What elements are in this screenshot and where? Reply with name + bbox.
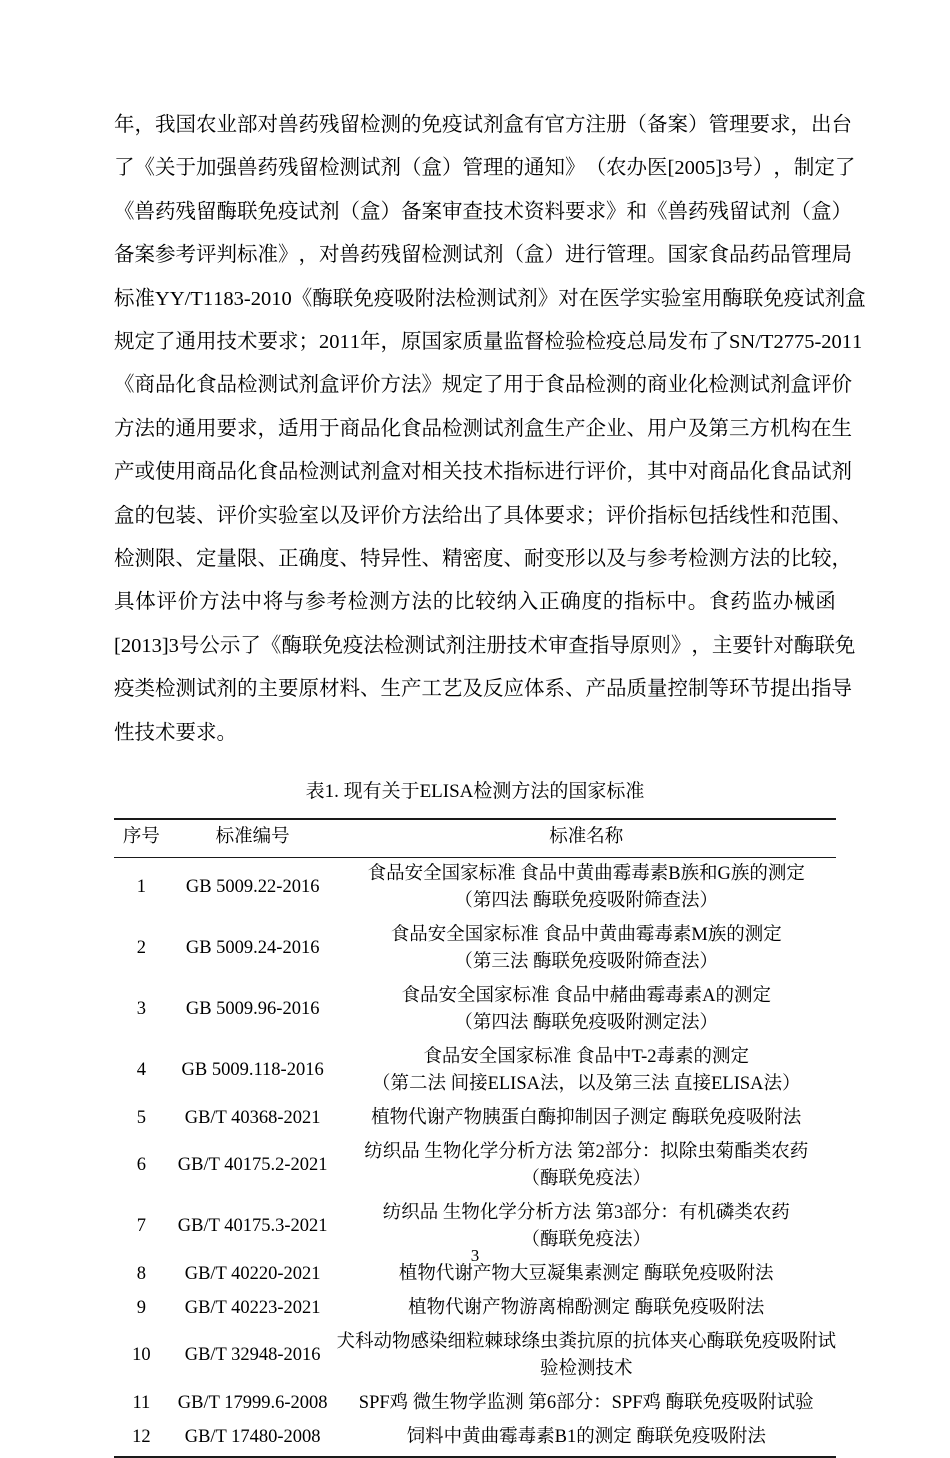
paragraph-line: 年 ， 我 国 农 业 部 对 兽 药 残 留 检 测 的 免 疫 试 剂 盒 有 官 方 注 册 （ 备 案 ） 管 理 要 求 ， 出 台 [114,114,852,136]
cell-index: 8 [136,1263,147,1284]
standard-name-line: 植物代谢产物胰蛋白酶抑制因子测定 酶联免疫吸附法 [371,1108,802,1129]
paragraph-line: 具 体 评 价 方 法 中 将 与 参 考 检 测 方 法 的 比 较 纳 入 正 确 度 的 指 标 中 。 食 药 监 办 械 函 [114,591,836,614]
standard-name-line: （酶联免疫法） [521,1169,651,1190]
cell-standard-code: GB/T 40220-2021 [184,1263,321,1284]
column-header-name: 标准名称 [336,819,836,857]
paragraph-line: 产 或 使 用 商 品 化 食 品 检 测 试 剂 盒 对 相 关 技 术 指 标 进 行 评 价 ， 其 中 对 商 品 化 食 品 试 剂 [114,461,852,484]
cell-index: 6 [136,1155,147,1176]
cell-index: 10 [132,1345,151,1366]
cell-index: 1 [136,877,147,898]
cell-standard-name [336,919,836,980]
table-row [114,1136,836,1197]
cell-standard-name [336,1387,836,1421]
cell-standard-code: GB 5009.96-2016 [185,999,320,1020]
standard-name-line: 食品安全国家标准 食品中赭曲霉毒素A的测定 [401,986,771,1007]
cell-standard-code: GB/T 40175.3-2021 [177,1216,328,1237]
cell-standard-name [336,1041,836,1102]
paragraph-line: 《 兽 药 残 留 酶 联 免 疫 试 剂 （ 盒 ） 备 案 审 查 技 术 资 料 要 求 》 和 《 兽 药 残 留 试 剂 （ 盒 ） [114,200,852,223]
table-header-row [114,819,836,857]
paragraph-line: 规 定 了 通 用 技 术 要 求 ； 2 0 1 1 年 ， 原 国 家 质 量 监 督 检 验 检 疫 总 局 发 布 了 S N / T 2 7 7 5 - 2 0 1 1 [114,331,863,354]
cell-index: 9 [136,1297,147,1318]
paragraph-line: 检 测 限 、 定 量 限 、 正 确 度 、 特 异 性 、 精 密 度 、 耐 变 形 以 及 与 参 考 检 测 方 法 的 比 较 ， [114,548,852,571]
cell-standard-code: GB/T 17480-2008 [169,1421,337,1458]
cell-standard-code: GB/T 40368-2021 [184,1107,321,1128]
paragraph-line: 标 准 Y Y / T 1 1 8 3 - 2 0 1 0 《 酶 联 免 疫 吸 附 法 检 测 试 剂 》 对 在 医 学 实 验 室 用 酶 联 免 疫 试 剂 盒 [114,287,866,310]
standard-name-line: 食品安全国家标准 食品中T-2毒素的测定 [423,1047,750,1068]
standard-name-line: 食品安全国家标准 食品中黄曲霉毒素B族和G族的测定 [367,864,805,885]
table-body [114,857,836,1457]
cell-standard-code: GB 5009.118-2016 [181,1060,324,1081]
cell-standard-code: GB/T 40223-2021 [184,1297,321,1318]
cell-index: 7 [136,1216,147,1237]
cell-standard-code: GB/T 17999.6-2008 [177,1392,328,1413]
column-header-code: 标准编号 [169,819,337,857]
cell-standard-name [336,1136,836,1197]
standard-name-line: 纺织品 生物化学分析方法 第3部分：有机磷类农药 [382,1203,790,1224]
table-header [114,819,836,857]
cell-standard-code: GB/T 40175.2-2021 [177,1155,328,1176]
cell-standard-name [336,1326,836,1387]
paragraph-line: [ 2 0 1 3 ] 3 号 公 示 了 《 酶 联 免 疫 法 检 测 试 剂 注 册 技 术 审 查 指 导 原 则 》 ， 主 要 针 对 酶 联 免 [114,634,856,657]
standard-name-line: 食品安全国家标准 食品中黄曲霉毒素M族的测定 [390,925,782,946]
table-row [114,1041,836,1102]
standards-table [114,818,836,1458]
page-content [114,0,866,1458]
paragraph-line: 方 法 的 通 用 要 求 ， 适 用 于 商 品 化 食 品 检 测 试 剂 盒 生 产 企 业 、 用 户 及 第 三 方 机 构 在 生 [114,417,852,440]
cell-index: 2 [136,938,147,959]
cell-standard-name [336,980,836,1041]
cell-index: 3 [136,999,147,1020]
table-row [114,1292,836,1326]
standard-name-line: SPF鸡 微生物学监测 第6部分：SPF鸡 酶联免疫吸附试验 [358,1393,814,1414]
paragraph-line: 了 《 关 于 加 强 兽 药 残 留 检 测 试 剂 （ 盒 ） 管 理 的 通 知 》 （ 农 办 医 [ 2 0 0 5 ] 3 号 ） ， 制 定 了 [114,157,856,180]
cell-standard-name [336,857,836,919]
paragraph-line: 《 商 品 化 食 品 检 测 试 剂 盒 评 价 方 法 》 规 定 了 用 于 食 品 检 测 的 商 业 化 检 测 试 剂 盒 评 价 [114,374,852,397]
table-caption: 表1. 现有关于ELISA检测方法的国家标准 [305,781,645,803]
cell-index: 11 [132,1392,151,1413]
standard-name-line: （第四法 酶联免疫吸附筛查法） [454,891,719,912]
cell-index: 5 [136,1107,147,1128]
paragraph-line: 疫 类 检 测 试 剂 的 主 要 原 材 料 、 生 产 工 艺 及 反 应 体 系 、 产 品 质 量 控 制 等 环 节 提 出 指 导 [114,678,852,701]
column-header-no: 序号 [114,819,169,857]
cell-standard-code: GB/T 32948-2016 [184,1345,321,1366]
page-number: 3 [470,1246,480,1265]
table-row [114,980,836,1041]
cell-standard-name [336,1292,836,1326]
standard-name-line: 犬科动物感染细粒棘球绦虫粪抗原的抗体夹心酶联免疫吸附试 [336,1332,836,1353]
standard-name-line: （第三法 酶联免疫吸附筛查法） [454,952,719,973]
standard-name-line: 植物代谢产物游离棉酚测定 酶联免疫吸附法 [408,1298,765,1319]
table-row [114,1387,836,1421]
cell-index: 4 [136,1060,147,1081]
table-row [114,857,836,919]
standard-name-line: （酶联免疫法） [521,1230,651,1251]
paragraph-line: 性技术要求。 [114,721,237,744]
cell-standard-name [336,1421,836,1458]
cell-standard-code: GB 5009.22-2016 [185,877,320,898]
standard-name-line: 验检测技术 [539,1359,633,1380]
table-row [114,1421,836,1458]
paragraph-line: 盒 的 包 装 、 评 价 实 验 室 以 及 评 价 方 法 给 出 了 具 体 要 求 ； 评 价 指 标 包 括 线 性 和 范 围 、 [114,504,852,527]
table-row [114,1102,836,1136]
paragraph-line: 备 案 参 考 评 判 标 准 》 ， 对 兽 药 残 留 检 测 试 剂 （ 盒 ） 进 行 管 理 。 国 家 食 品 药 品 管 理 局 [114,244,852,267]
standard-name-line: 植物代谢产物大豆凝集素测定 酶联免疫吸附法 [398,1264,774,1285]
standard-name-line: （第四法 酶联免疫吸附测定法） [454,1013,719,1034]
cell-standard-code: GB 5009.24-2016 [185,938,320,959]
standard-name-line: 饲料中黄曲霉毒素B1的测定 酶联免疫吸附法 [406,1427,766,1448]
table-row [114,1326,836,1387]
standard-name-line: 纺织品 生物化学分析方法 第2部分：拟除虫菊酯类农药 [364,1142,809,1163]
standard-name-line: （第二法 间接ELISA法，以及第三法 直接ELISA法） [371,1074,801,1095]
table-row [114,919,836,980]
cell-index: 12 [114,1421,169,1458]
cell-standard-name [336,1102,836,1136]
body-paragraph [114,0,866,755]
